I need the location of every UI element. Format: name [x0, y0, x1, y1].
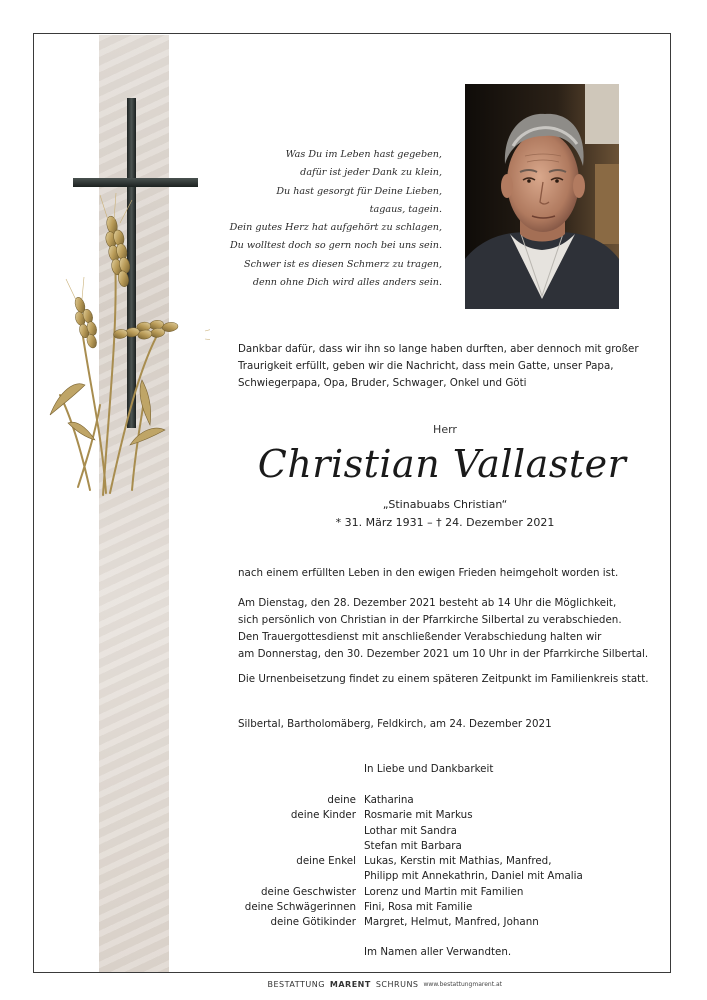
announcement-intro	[238, 341, 648, 392]
family-relation	[200, 824, 364, 839]
family-names: Katharina	[364, 794, 414, 806]
family-relation: deine Schwägerinnen	[244, 901, 356, 914]
poem-line: Du hast gesorgt für Deine Lieben,	[276, 185, 442, 197]
footer-brand-prefix: BESTATTUNG	[267, 979, 325, 989]
urn-burial-text: Die Urnenbeisetzung findet zu einem späteren Zeitpunkt im Familienkreis statt.	[238, 673, 649, 685]
family-relation: deine Kinder	[290, 809, 356, 822]
intro-line: Traurigkeit erfüllt, geben wir die Nachricht, dass mein Gatte, unser Papa,	[238, 360, 614, 372]
family-relation: deine Geschwister	[261, 885, 356, 898]
family-names: Lothar mit Sandra	[364, 824, 457, 837]
family-row	[200, 885, 640, 900]
footer-website: www.bestattungmarent.at	[423, 980, 502, 988]
family-relation	[200, 869, 364, 884]
service-line: Am Dienstag, den 28. Dezember 2021 besteht ab 14 Uhr die Möglichkeit,	[238, 597, 617, 609]
passing-text: nach einem erfüllten Leben in den ewigen Frieden heimgeholt worden ist.	[238, 567, 619, 579]
family-names: Lukas, Kerstin mit Mathias, Manfred,	[364, 855, 552, 868]
family-relation: deine	[327, 794, 356, 806]
family-row	[200, 854, 640, 869]
family-row	[200, 869, 640, 884]
family-names: Stefan mit Barbara	[364, 839, 462, 852]
portrait-photo	[465, 84, 619, 309]
intro-line: Schwiegerpapa, Opa, Bruder, Schwager, Onkel und Göti	[238, 377, 527, 389]
deceased-nickname: „Stinabuabs Christian“	[382, 498, 508, 511]
poem-line: Schwer ist es diesen Schmerz zu tragen,	[244, 258, 442, 270]
family-row	[200, 900, 640, 915]
poem-line: Dein gutes Herz hat aufgehört zu schlagen,	[229, 222, 442, 234]
wheat-icon	[60, 255, 160, 495]
closing-line: Im Namen aller Verwandten.	[364, 946, 512, 958]
footer-brand-name: MARENT	[329, 979, 371, 989]
service-line: sich persönlich von Christian in der Pfarrkirche Silbertal zu verabschieden.	[238, 614, 622, 626]
family-list	[200, 793, 640, 931]
family-row	[200, 793, 640, 808]
cross-icon	[40, 95, 210, 505]
family-relation: deine Götikinder	[270, 916, 356, 929]
family-row	[200, 839, 640, 854]
poem-line: Du wolltest doch so gern noch bei uns sein.	[229, 240, 442, 252]
poem-line: tagaus, tagein.	[369, 203, 442, 215]
life-dates: * 31. März 1931 – † 24. Dezember 2021	[335, 516, 555, 529]
intro-line: Dankbar dafür, dass wir ihn so lange haben durften, aber dennoch mit großer	[238, 343, 639, 355]
place-date: Silbertal, Bartholomäberg, Feldkirch, am 24. Dezember 2021	[238, 718, 552, 730]
family-names: Philipp mit Annekathrin, Daniel mit Amalia	[364, 870, 583, 883]
family-row	[200, 824, 640, 839]
funeral-home-footer	[262, 977, 502, 991]
poem-line: denn ohne Dich wird alles anders sein.	[252, 277, 442, 289]
family-names: Rosmarie mit Markus	[364, 809, 473, 822]
family-row	[200, 808, 640, 823]
family-names: Margret, Helmut, Manfred, Johann	[364, 916, 539, 929]
thanks-line: In Liebe und Dankbarkeit	[364, 763, 494, 775]
family-names: Fini, Rosa mit Familie	[364, 901, 473, 914]
service-line: Den Trauergottesdienst mit anschließender Verabschiedung halten wir	[238, 631, 602, 643]
poem-line: Was Du im Leben hast gegeben,	[285, 149, 442, 160]
salutation: Herr	[433, 423, 457, 436]
service-details	[238, 595, 658, 663]
family-names: Lorenz und Martin mit Familien	[364, 885, 524, 898]
deceased-name: Christian Vallaster	[257, 442, 627, 486]
poem	[200, 146, 442, 292]
poem-line: dafür ist jeder Dank zu klein,	[300, 167, 442, 179]
family-relation	[200, 839, 364, 854]
family-relation: deine Enkel	[296, 855, 356, 868]
family-row	[200, 915, 640, 930]
footer-location: SCHRUNS	[375, 979, 419, 989]
service-line: am Donnerstag, den 30. Dezember 2021 um 10 Uhr in der Pfarrkirche Silbertal.	[238, 648, 649, 660]
